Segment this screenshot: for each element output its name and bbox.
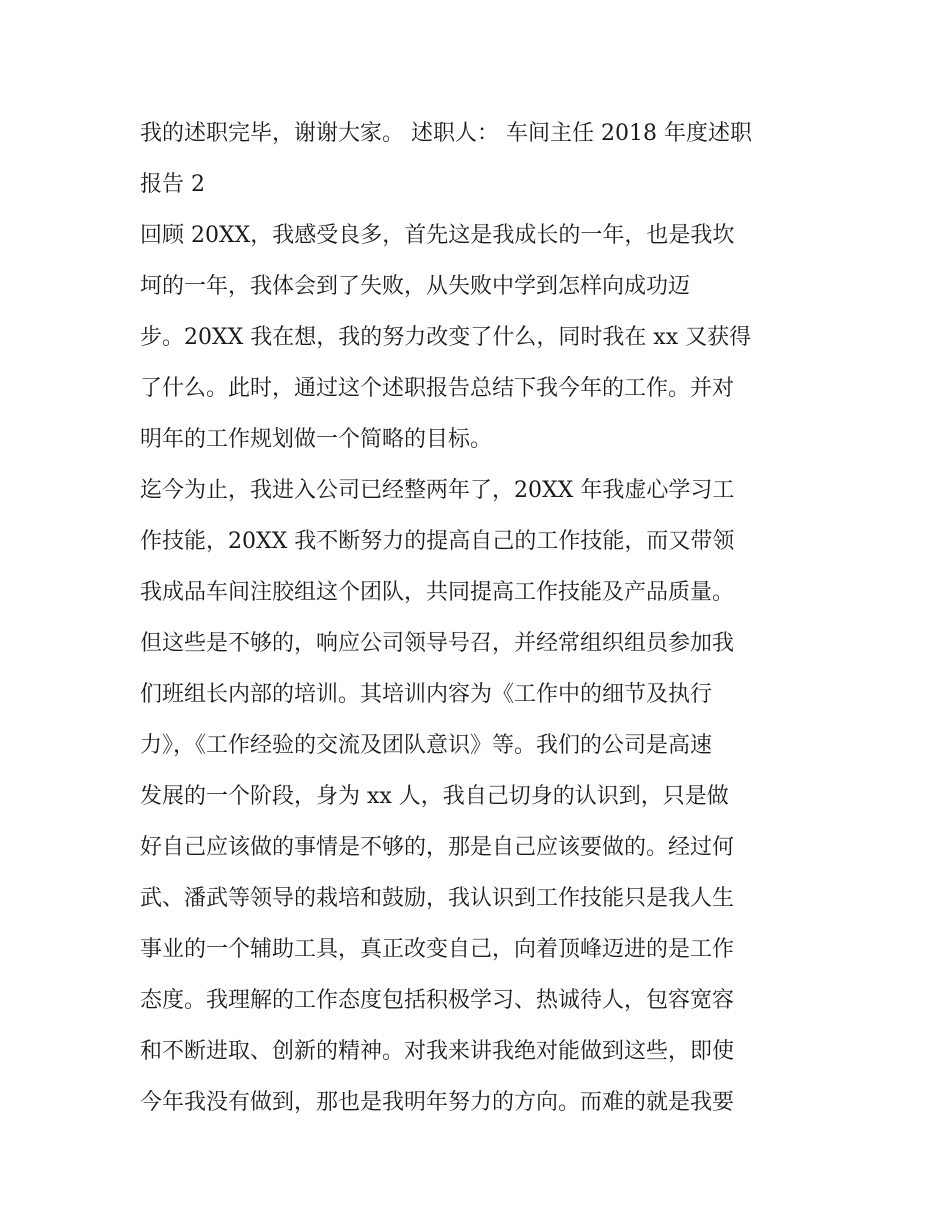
text-line: 今年我没有做到，那也是我明年努力的方向。而难的就是我要 [140,1090,735,1115]
text-line: 作技能，20XX 我不断努力的提高自己的工作技能，而又带领 [140,529,735,554]
text-line: 但这些是不够的，响应公司领导号召，并经常组织组员参加我 [140,631,735,656]
text-line: 好自己应该做的事情是不够的，那是自己应该要做的。经过何 [140,835,735,860]
text-line: 事业的一个辅助工具，真正改变自己，向着顶峰迈进的是工作 [140,937,735,962]
text-line: 和不断进取、创新的精神。对我来讲我绝对能做到这些，即使 [140,1039,735,1064]
text-line: 发展的一个阶段，身为 xx 人，我自己切身的认识到，只是做 [140,784,729,809]
text-line: 态度。我理解的工作态度包括积极学习、热诚待人，包容宽容 [140,988,735,1013]
text-line: 步。20XX 我在想，我的努力改变了什么，同时我在 xx 又获得 [140,325,752,350]
text-line: 了什么。此时，通过这个述职报告总结下我今年的工作。并对 [140,376,735,401]
text-line: 们班组长内部的培训。其培训内容为《工作中的细节及执行 [140,682,713,707]
text-line: 报告 2 [140,172,205,197]
text-line: 武、潘武等领导的栽培和鼓励，我认识到工作技能只是我人生 [140,886,735,911]
body-text [140,108,820,1128]
text-line: 明年的工作规划做一个简略的目标。 [140,427,493,452]
text-line: 力》，《工作经验的交流及团队意识》等。我们的公司是高速 [140,733,713,758]
text-line: 坷的一年，我体会到了失败，从失败中学到怎样向成功迈 [140,274,691,299]
text-line: 我的述职完毕，谢谢大家。 述职人： 车间主任 2018 年度述职 [140,121,752,146]
text-line: 回顾 20XX，我感受良多，首先这是我成长的一年，也是我坎 [140,223,735,248]
text-line: 我成品车间注胶组这个团队，共同提高工作技能及产品质量。 [140,580,735,605]
text-line: 迄今为止，我进入公司已经整两年了，20XX 年我虚心学习工 [140,478,735,503]
